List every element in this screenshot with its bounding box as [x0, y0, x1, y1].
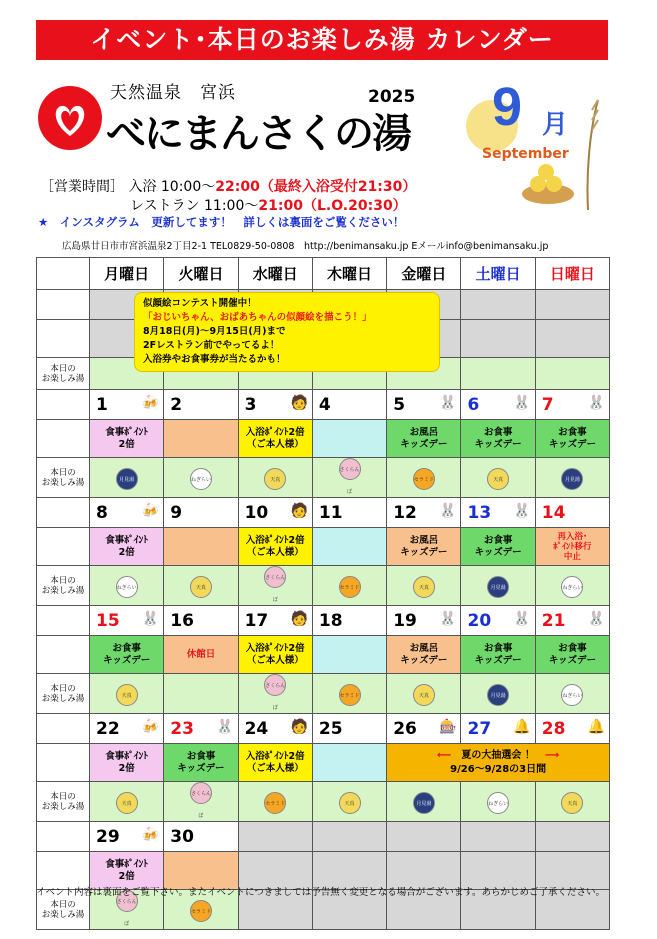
event-cell: お風呂 キッズデー [387, 636, 461, 674]
month-number: 9 [492, 77, 523, 137]
logo-subtitle: 天然温泉 宮浜 [110, 83, 236, 103]
year: 2025 [368, 87, 416, 107]
weekday-sat: 土曜日 [461, 258, 535, 290]
bath-feature-icon: セラミド [339, 684, 361, 706]
date-cell: 1 🍻 [90, 390, 164, 420]
bath-feature-icon: ねぎらい [487, 792, 509, 814]
rabbit-icon: 🐰 [513, 611, 531, 627]
event-cell: お食事 キッズデー [535, 636, 609, 674]
bath-hours: ［営業時間］ 入浴 10:00～22:00（最終入浴受付21:30） [40, 179, 417, 195]
date-cell: 5 🐰 [387, 390, 461, 420]
bath-feature-icon: ねぎらい [561, 576, 583, 598]
bath-feature-icon: 天真 [487, 468, 509, 490]
bath-feature-icon: セラミド [413, 468, 435, 490]
event-cell: お食事 キッズデー [90, 636, 164, 674]
date-cell: 28 🔔 [535, 714, 609, 744]
event-cell: お食事 キッズデー [461, 636, 535, 674]
date-cell: 4 [312, 390, 386, 420]
date-cell: 8 🍻 [90, 498, 164, 528]
bell-icon: 🔔 [587, 719, 606, 735]
weekday-header [37, 258, 610, 290]
row-label: 本日の お楽しみ湯 [41, 575, 85, 596]
rabbit-icon: 🐰 [439, 395, 457, 411]
date-cell: 30 [164, 822, 238, 852]
logo-title: べにまんさくの湯 [106, 110, 410, 157]
bath-feature-icon: 月見湯 [116, 468, 138, 490]
weekday-thu: 木曜日 [312, 258, 386, 290]
bath-feature-icon: 月見湯 [413, 792, 435, 814]
date-cell: 23 🐰 [164, 714, 238, 744]
bath-feature-icon: さくらんぼ [116, 890, 138, 912]
date-cell: 13 🐰 [461, 498, 535, 528]
date-cell: 11 [312, 498, 386, 528]
bath-feature-icon: セラミド [264, 792, 286, 814]
bath-feature-icon: 天真 [116, 684, 138, 706]
bath-feature-icon: ねぎらい [116, 576, 138, 598]
date-cell: 25 [312, 714, 386, 744]
date-cell: 12 🐰 [387, 498, 461, 528]
event-cell: お食事 キッズデー [164, 744, 238, 782]
date-cell: 10 🧑 [238, 498, 312, 528]
event-cell: 食事ﾎﾟｲﾝﾄ 2倍 [90, 852, 164, 890]
date-cell: 14 [535, 498, 609, 528]
weekday-fri: 金曜日 [387, 258, 461, 290]
row-label: 本日の お楽しみ湯 [41, 899, 85, 920]
date-cell: 21 🐰 [535, 606, 609, 636]
restaurant-hours: レストラン 11:00～21:00（L.O.20:30） [130, 198, 407, 214]
month-kanji: 月 [542, 110, 569, 140]
rabbit-icon: 🐰 [513, 395, 531, 411]
date-cell: 9 [164, 498, 238, 528]
date-cell: 6 🐰 [461, 390, 535, 420]
person-icon: 🧑 [290, 503, 308, 519]
bath-feature-icon: さくらんぼ [264, 674, 286, 696]
rabbit-icon: 🐰 [439, 611, 457, 627]
date-cell: 7 🐰 [535, 390, 609, 420]
event-cell: お食事 キッズデー [461, 528, 535, 566]
bath-feature-icon: セラミド [339, 576, 361, 598]
person-icon: 🧑 [290, 395, 308, 411]
address-line: 広島県廿日市市宮浜温泉2丁目2-1 TEL0829-50-0808 http://benimansaku.jp Eメールinfo@benimansaku.jp [62, 241, 549, 252]
rabbit-icon: 🐰 [513, 503, 531, 519]
weekday-mon: 月曜日 [90, 258, 164, 290]
bell-icon: 🔔 [513, 719, 531, 735]
bath-feature-icon: 天真 [413, 576, 435, 598]
row-label: 本日の お楽しみ湯 [41, 791, 85, 812]
weekday-wed: 水曜日 [238, 258, 312, 290]
event-cell: 入浴ﾎﾟｲﾝﾄ2倍 （ご本人様） [238, 528, 312, 566]
heart-logo-icon [36, 84, 104, 152]
bath-feature-icon: 天真 [190, 576, 212, 598]
event-cell: 再入浴･ ﾎﾟｲﾝﾄ移行 中止 [535, 528, 609, 566]
date-cell: 16 [164, 606, 238, 636]
date-cell: 18 [312, 606, 386, 636]
event-cell: 休館日 [164, 636, 238, 674]
rabbit-icon: 🐰 [216, 719, 234, 735]
weekday-sun: 日曜日 [535, 258, 609, 290]
beer-icon: 🍻 [141, 719, 160, 735]
rabbit-icon: 🐰 [439, 503, 457, 519]
lottery-machine-icon: 🎰 [439, 719, 457, 735]
row-label [37, 358, 90, 390]
person-icon: 🧑 [290, 611, 308, 627]
event-cell: 入浴ﾎﾟｲﾝﾄ2倍 （ご本人様） [238, 744, 312, 782]
date-cell: 15 🐰 [90, 606, 164, 636]
event-cell: 入浴ﾎﾟｲﾝﾄ2倍 （ご本人様） [238, 636, 312, 674]
rabbit-icon: 🐰 [587, 611, 606, 627]
date-cell: 3 🧑 [238, 390, 312, 420]
event-cell: お風呂 キッズデー [387, 528, 461, 566]
date-cell: 2 [164, 390, 238, 420]
bath-feature-icon: 月見湯 [487, 684, 509, 706]
event-cell: お食事 キッズデー [461, 420, 535, 458]
row-label: 本日の お楽しみ湯 [41, 467, 85, 488]
date-cell: 20 🐰 [461, 606, 535, 636]
rabbit-icon: 🐰 [587, 395, 606, 411]
date-cell: 24 🧑 [238, 714, 312, 744]
beer-icon: 🍻 [141, 827, 160, 843]
row-label: 本日の お楽しみ湯 [41, 363, 85, 384]
portrait-contest-notice: 似顔絵コンテスト開催中！ 「おじいちゃん、おばあちゃんの似顔絵を描こう！」 8月18日(月)～9月15日(月)まで 2Fレストラン前でやってるよ！ 入浴券やお食事券が当たるかも！ [134, 292, 440, 372]
page-banner: イベント･本日のお楽しみ湯 カレンダー [36, 20, 608, 60]
event-cell: 食事ﾎﾟｲﾝﾄ 2倍 [90, 744, 164, 782]
bath-feature-icon: 天真 [264, 468, 286, 490]
bath-feature-icon: さくらんぼ [190, 782, 212, 804]
event-cell: 食事ﾎﾟｲﾝﾄ 2倍 [90, 528, 164, 566]
rabbit-icon: 🐰 [141, 611, 160, 627]
date-cell: 26 🎰 [387, 714, 461, 744]
instagram-notice: ★ インスタグラム 更新してます！ 詳しくは裏面をご覧ください！ [38, 215, 405, 229]
bath-feature-icon: 月見湯 [487, 576, 509, 598]
bath-feature-icon: ねぎらい [190, 468, 212, 490]
bath-feature-icon: ねぎらい [561, 684, 583, 706]
bath-feature-icon: 天真 [339, 792, 361, 814]
event-cell: 食事ﾎﾟｲﾝﾄ 2倍 [90, 420, 164, 458]
date-cell: 17 🧑 [238, 606, 312, 636]
date-cell: 22 🍻 [90, 714, 164, 744]
month-english: September [482, 146, 569, 162]
row-label: 本日の お楽しみ湯 [41, 683, 85, 704]
bath-feature-icon: さくらんぼ [264, 566, 286, 588]
bath-feature-icon: 天真 [116, 792, 138, 814]
bath-feature-icon: 天真 [413, 684, 435, 706]
lottery-banner: ⟵ 夏の大抽選会 ！ ⟶ 9/26～9/28の3日間 [387, 744, 610, 782]
person-icon: 🧑 [290, 719, 308, 735]
bath-feature-icon: セラミド [190, 900, 212, 922]
event-cell: お食事 キッズデー [535, 420, 609, 458]
date-cell: 29 🍻 [90, 822, 164, 852]
bath-feature-icon: 月見湯 [561, 468, 583, 490]
date-cell: 27 🔔 [461, 714, 535, 744]
bath-feature-icon: さくらんぼ [339, 458, 361, 480]
beer-icon: 🍻 [141, 395, 160, 411]
bath-feature-icon: 天真 [561, 792, 583, 814]
event-cell: 入浴ﾎﾟｲﾝﾄ2倍 （ご本人様） [238, 420, 312, 458]
weekday-tue: 火曜日 [164, 258, 238, 290]
event-cell: お風呂 キッズデー [387, 420, 461, 458]
date-cell: 19 🐰 [387, 606, 461, 636]
footer-note: イベント内容は裏面をご覧下さい。またイベントにつきましては予告無く変更となる場合がございます。あらかじめご了承ください。 [36, 887, 606, 898]
beer-icon: 🍻 [141, 503, 160, 519]
